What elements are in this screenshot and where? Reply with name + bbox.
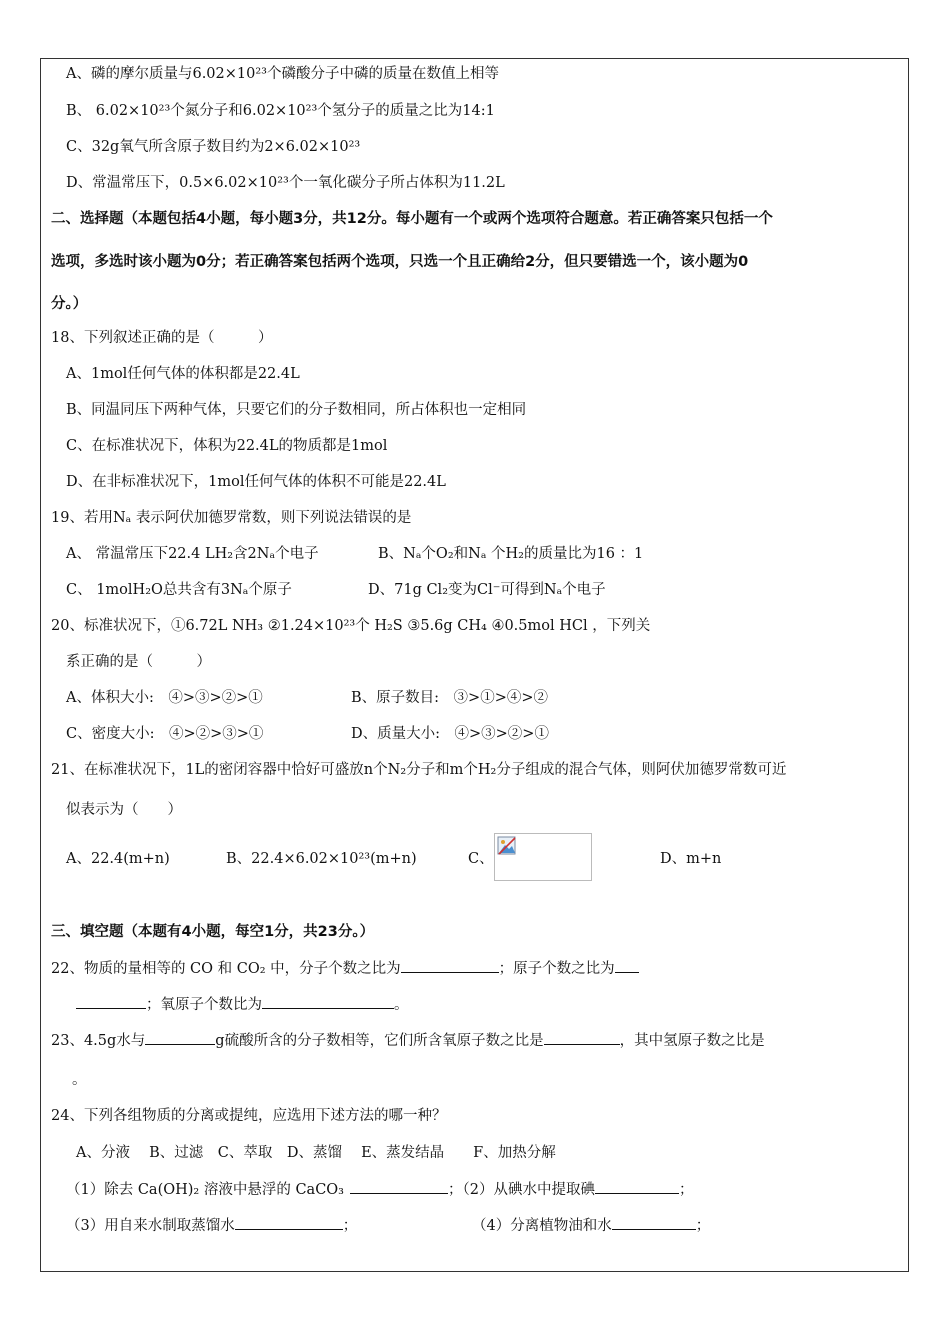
q21-stem-continued: 似表示为（ ） [66,802,182,818]
q23-line1 [51,1030,765,1051]
q24-options: A、分液 B、过滤 C、萃取 D、蒸馏 E、蒸发结晶 F、加热分解 [76,1145,556,1161]
q22-blank-3[interactable] [262,994,394,1009]
q20-option-c: C、密度大小: ④>②>③>① [66,726,264,742]
q24-blank-4[interactable] [612,1215,696,1230]
q19-option-b: B、Nₐ个O₂和Nₐ 个H₂的质量比为16 ：1 [378,546,644,562]
q20-option-a: A、体积大小: ④>③>②>① [66,690,263,706]
q24-item-2: ；（2）从碘水中提取碘 [447,1182,595,1198]
q24-semicolon-2: ； [678,1182,694,1198]
q21-option-b: B、22.4×6.02×10²³(m+n) [226,851,417,867]
q18-option-a: A、1mol任何气体的体积都是22.4L [66,366,300,382]
broken-image-icon [497,836,517,856]
q22-text-1: 22、物质的量相等的 CO 和 CO₂ 中，分子个数之比为 [51,961,401,977]
q19-option-c: C、 1molH₂O总共含有3Nₐ个原子 [66,582,292,598]
q24-blank-1[interactable] [350,1179,448,1194]
q24-row2-right [472,1215,710,1236]
q24-semicolon-3: ； [342,1218,358,1234]
q22-line2 [76,994,409,1015]
q22-blank-1[interactable] [401,958,499,973]
q17-option-d: D、常温常压下，0.5×6.02×10²³个一氧化碳分子所占体积为11.2L [66,175,505,191]
section2-heading-line1: 二、选择题（本题包括4小题，每小题3分，共12分。每小题有一个或两个选项符合题意。若正确答案只包括一个 [51,211,773,227]
q22-text-4: 。 [394,997,409,1013]
q19-stem: 19、若用Nₐ 表示阿伏加德罗常数，则下列说法错误的是 [51,510,412,526]
q22-line1 [51,958,639,979]
q23-blank-1[interactable] [145,1030,215,1045]
q22-blank-2b[interactable] [76,994,146,1009]
q24-row1 [66,1179,693,1200]
q21-stem: 21、在标准状况下，1L的密闭容器中恰好可盛放n个N₂分子和m个H₂分子组成的混合气体，则阿伏加德罗常数可近 [51,762,787,778]
q23-blank-2[interactable] [544,1030,620,1045]
q22-text-3: ；氧原子个数比为 [146,997,262,1013]
section3-heading: 三、填空题（本题有4小题，每空1分，共23分。） [51,924,375,940]
q24-stem: 24、下列各组物质的分离或提纯，应选用下述方法的哪一种？ [51,1108,447,1124]
q20-stem: 20、标准状况下，①6.72L NH₃ ②1.24×10²³个 H₂S ③5.6g CH₄ ④0.5mol HCl ，下列关 [51,618,651,634]
q22-blank-2a[interactable] [615,958,639,973]
q20-option-d: D、质量大小: ④>③>②>① [351,726,549,742]
q24-blank-2[interactable] [595,1179,679,1194]
q17-option-b: B、 6.02×10²³个氮分子和6.02×10²³个氢分子的质量之比为14:1 [66,103,495,119]
q18-option-d: D、在非标准状况下，1mol任何气体的体积不可能是22.4L [66,474,446,490]
q17-option-c: C、32g氧气所含原子数目约为2×6.02×10²³ [66,139,361,155]
q23-text-1: 23、4.5g水与 [51,1033,146,1049]
q24-item-4: （4）分离植物油和水 [472,1218,612,1234]
q23-text-3: ，其中氢原子数之比是 [619,1033,765,1049]
q23-text-2: g硫酸所含的分子数相等，它们所含氧原子数之比是 [215,1033,544,1049]
broken-image-placeholder [494,833,592,881]
q18-option-b: B、同温同压下两种气体，只要它们的分子数相同，所占体积也一定相同 [66,402,527,418]
q24-blank-3[interactable] [235,1215,343,1230]
q23-text-4: 。 [72,1072,87,1088]
q20-option-b: B、原子数目: ③>①>④>② [351,690,548,706]
q21-option-d: D、m+n [660,851,722,867]
q24-semicolon-4: ； [695,1218,711,1234]
q24-item-3: （3）用自来水制取蒸馏水 [66,1218,235,1234]
section2-heading-line2: 选项，多选时该小题为0分；若正确答案包括两个选项，只选一个且正确给2分，但只要错选一个，该小题为0 [51,254,749,270]
q22-text-2: ；原子个数之比为 [498,961,615,977]
q19-option-d: D、71g Cl₂变为Cl⁻可得到Nₐ个电子 [368,582,606,598]
q21-option-c: C、 [468,851,494,867]
q21-option-a: A、22.4(m+n) [66,851,170,867]
q20-stem-continued: 系正确的是（ ） [66,654,211,670]
q18-stem: 18、下列叙述正确的是（ ） [51,330,273,346]
q18-option-c: C、在标准状况下，体积为22.4L的物质都是1mol [66,438,388,454]
q19-option-a: A、 常温常压下22.4 LH₂含2Nₐ个电子 [66,546,319,562]
q17-option-a: A、磷的摩尔质量与6.02×10²³个磷酸分子中磷的质量在数值上相等 [66,66,499,82]
q23-line2 [72,1070,87,1090]
q24-item-1: （1）除去 Ca(OH)₂ 溶液中悬浮的 CaCO₃ [66,1182,344,1198]
section2-heading-line3: 分。） [51,296,88,312]
q24-row2-left [66,1215,357,1236]
